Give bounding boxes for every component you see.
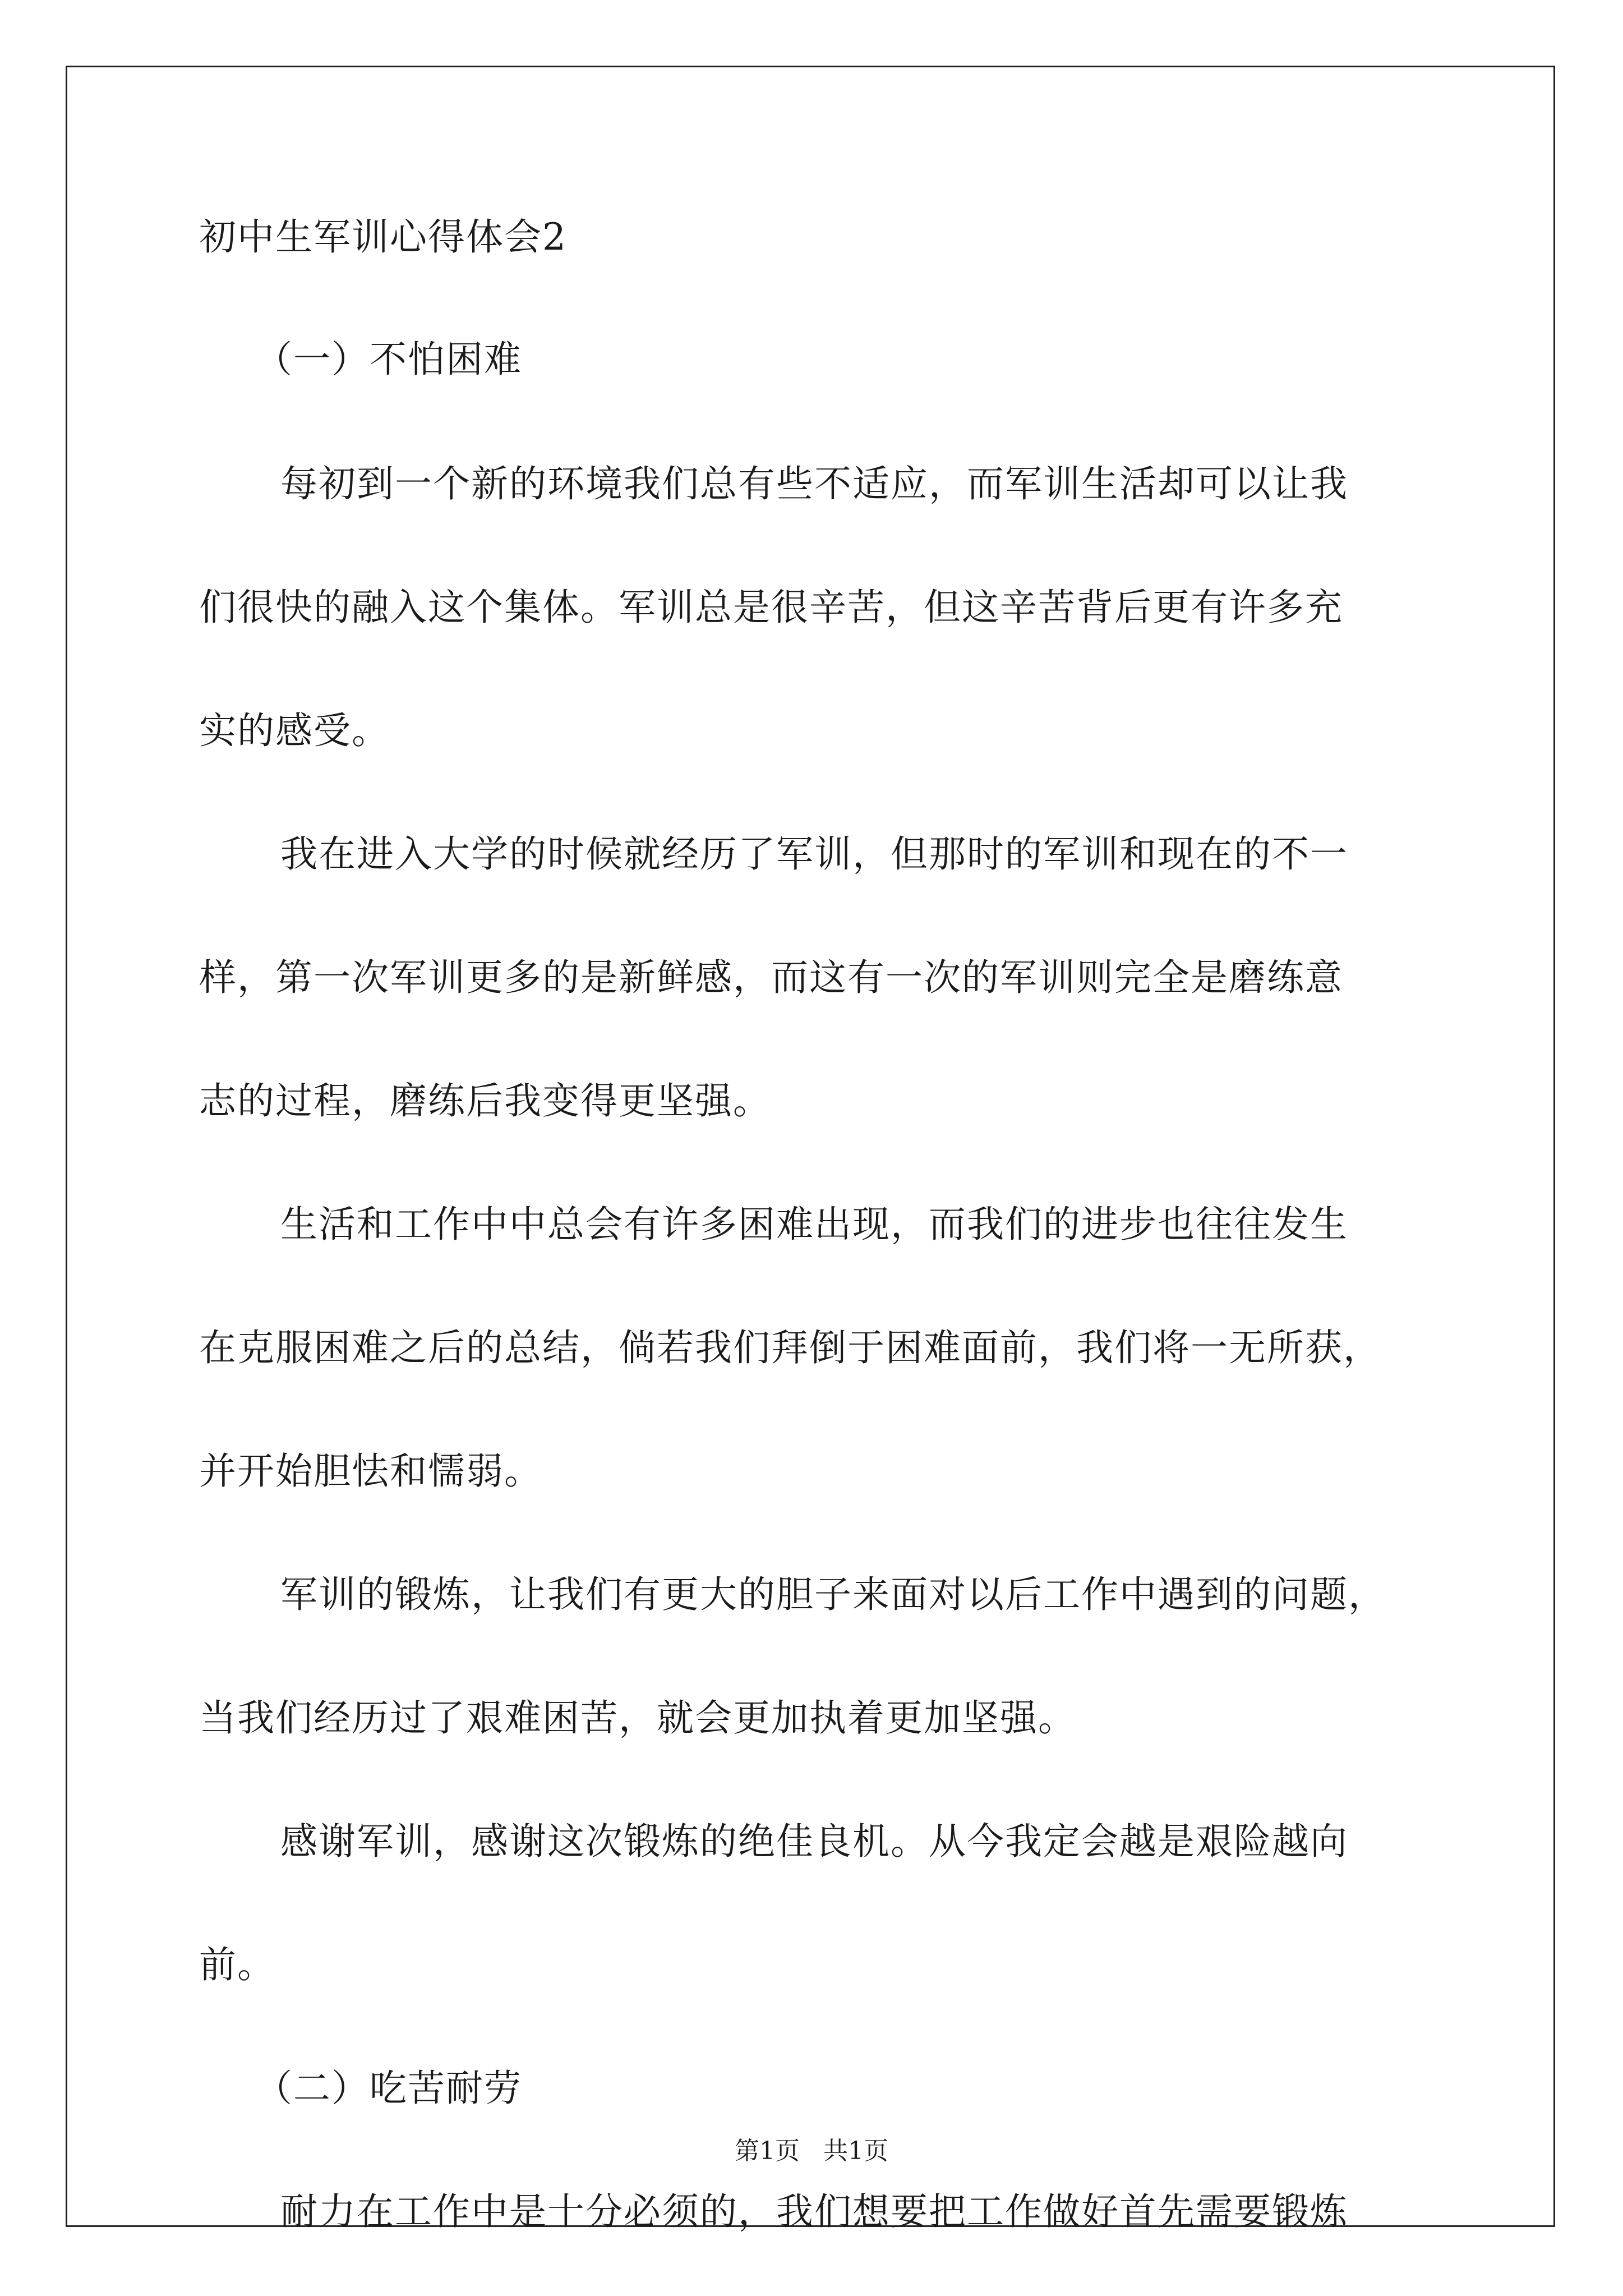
paragraph-line: 实的感受。 [199,709,390,752]
paragraph-line: 志的过程，磨练后我变得更坚强。 [199,1079,771,1122]
paragraph-line: 军训的锻炼，让我们有更大的胆子来面对以后工作中遇到的问题， [280,1573,1386,1616]
paragraph-line: 在克服困难之后的总结，倘若我们拜倒于困难面前，我们将一无所获， [199,1326,1381,1369]
paragraph-line: 当我们经历过了艰难困苦，就会更加执着更加坚强。 [199,1696,1076,1740]
page-border [66,66,1555,2227]
paragraph-line: 我在进入大学的时候就经历了军训，但那时的军训和现在的不一 [280,832,1348,876]
document-title: 初中生军训心得体会2 [199,215,567,259]
paragraph-line: 感谢军训，感谢这次锻炼的绝佳良机。从今我定会越是艰险越向 [280,1820,1348,1863]
paragraph-line: 们很快的融入这个集体。军训总是很辛苦，但这辛苦背后更有许多充 [199,586,1343,629]
paragraph-line: 每初到一个新的环境我们总有些不适应，而军训生活却可以让我 [280,462,1348,505]
page-footer: 第1页 共1页 [735,2137,888,2165]
paragraph-line: 生活和工作中中总会有许多困难出现，而我们的进步也往往发生 [280,1203,1348,1246]
paragraph-line: 耐力在工作中是十分必须的，我们想要把工作做好首先需要锻炼 [280,2190,1348,2233]
paragraph-line: 并开始胆怯和懦弱。 [199,1450,542,1493]
section-heading: （二）吃苦耐劳 [255,2067,522,2110]
paragraph-line: 前。 [199,1943,275,1986]
section-heading: （一）不怕困难 [255,338,522,381]
paragraph-line: 样，第一次军训更多的是新鲜感，而这有一次的军训则完全是磨练意 [199,956,1343,999]
